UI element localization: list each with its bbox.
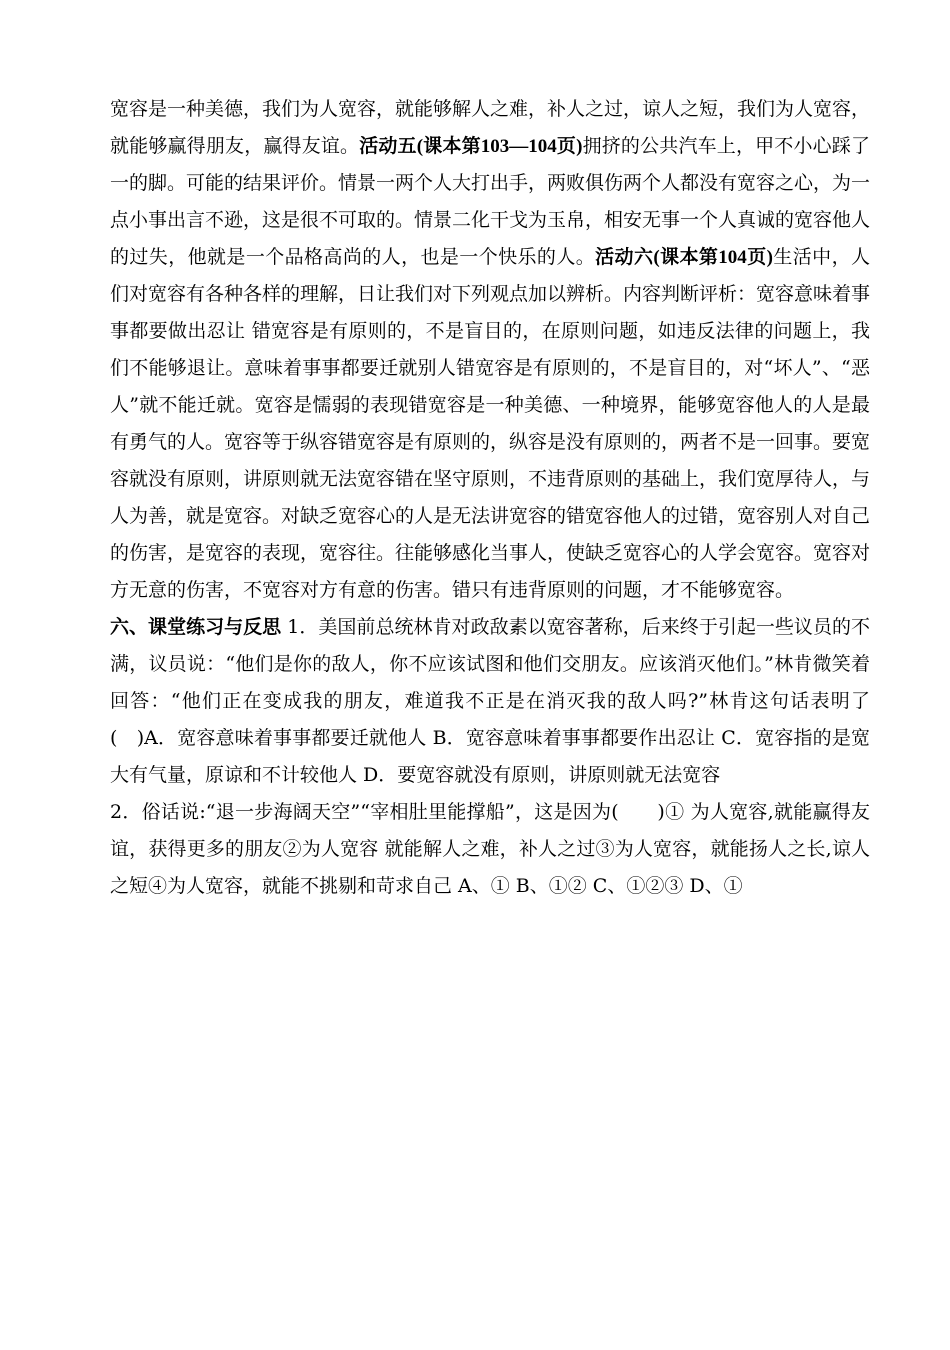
paragraph-exercise-1	[110, 609, 870, 794]
paragraph-exercise-2	[110, 794, 870, 905]
text-segment: 拥挤的公共汽车上，甲不小心踩了一的脚。可能的结果评价。情景一两个人大打出手，两败俱伤两个人都没有宽容之心，为一点小事出言不逊，这是很不可取的。情景二化干戈为玉帛，相安无事一个人真诚的宽容他人的过失，他就是一个品格高尚的人，也是一个快乐的人。	[110, 135, 871, 268]
heading-activity-five: 活动五(课本第103—104页)	[359, 136, 583, 157]
heading-activity-six: 活动六(课本第104页)	[595, 247, 773, 268]
text-segment: 2．俗话说:“退一步海阔天空”“宰相肚里能撑船”，这是因为( )① 为人宽容,就能赢得友谊，获得更多的朋友②为人宽容 就能解人之难，补人之过③为人宽容，就能扬人之长,谅人之短④为人宽容，就能不挑剔和苛求自己 A、① B、①② C、①②③ D、①	[110, 801, 870, 897]
text-segment: 生活中，人们对宽容有各种各样的理解，日让我们对下列观点加以辨析。内容判断评析：宽容意味着事事都要做出忍让 错宽容是有原则的，不是盲目的，在原则问题，如违反法律的问题上，我们不能够退让。意味着事事都要迁就别人错宽容是有原则的，不是盲目的，对“坏人”、“恶人”就不能迁就。宽容是懦弱的表现错宽容是一种美德、一种境界，能够宽容他人的人是最有勇气的人。宽容等于纵容错宽容是有原则的，纵容是没有原则的，两者不是一回事。要宽容就没有原则，讲原则就无法宽容错在坚守原则，不违背原则的基础上，我们宽厚待人，与人为善，就是宽容。对缺乏宽容心的人是无法讲宽容的错宽容他人的过错，宽容别人对自己的伤害，是宽容的表现，宽容往。往能够感化当事人，使缺乏宽容心的人学会宽容。宽容对方无意的伤害，不宽容对方有意的伤害。错只有违背原则的问题，才不能够宽容。	[110, 246, 871, 601]
document-page	[110, 91, 870, 905]
text-segment: 宽容是一种美德，我们为人宽容，就能够解人之难，补人之过，谅人之短，我们为人宽容，就能够赢得朋友，赢得友谊。	[110, 98, 871, 157]
paragraph-activities	[110, 91, 870, 609]
heading-section-six: 六、课堂练习与反思	[110, 617, 282, 638]
text-segment: 1．美国前总统林肯对政敌素以宽容著称，后来终于引起一些议员的不满，议员说：“他们是你的敌人，你不应该试图和他们交朋友。应该消灭他们。”林肯微笑着回答：“他们正在变成我的朋友，难道我不正是在消灭我的敌人吗?”林肯这句话表明了( )A．宽容意味着事事都要迁就他人 B．宽容意味着事事都要作出忍让 C．宽容指的是宽大有气量，原谅和不计较他人 D．要宽容就没有原则，讲原则就无法宽容	[110, 616, 870, 786]
